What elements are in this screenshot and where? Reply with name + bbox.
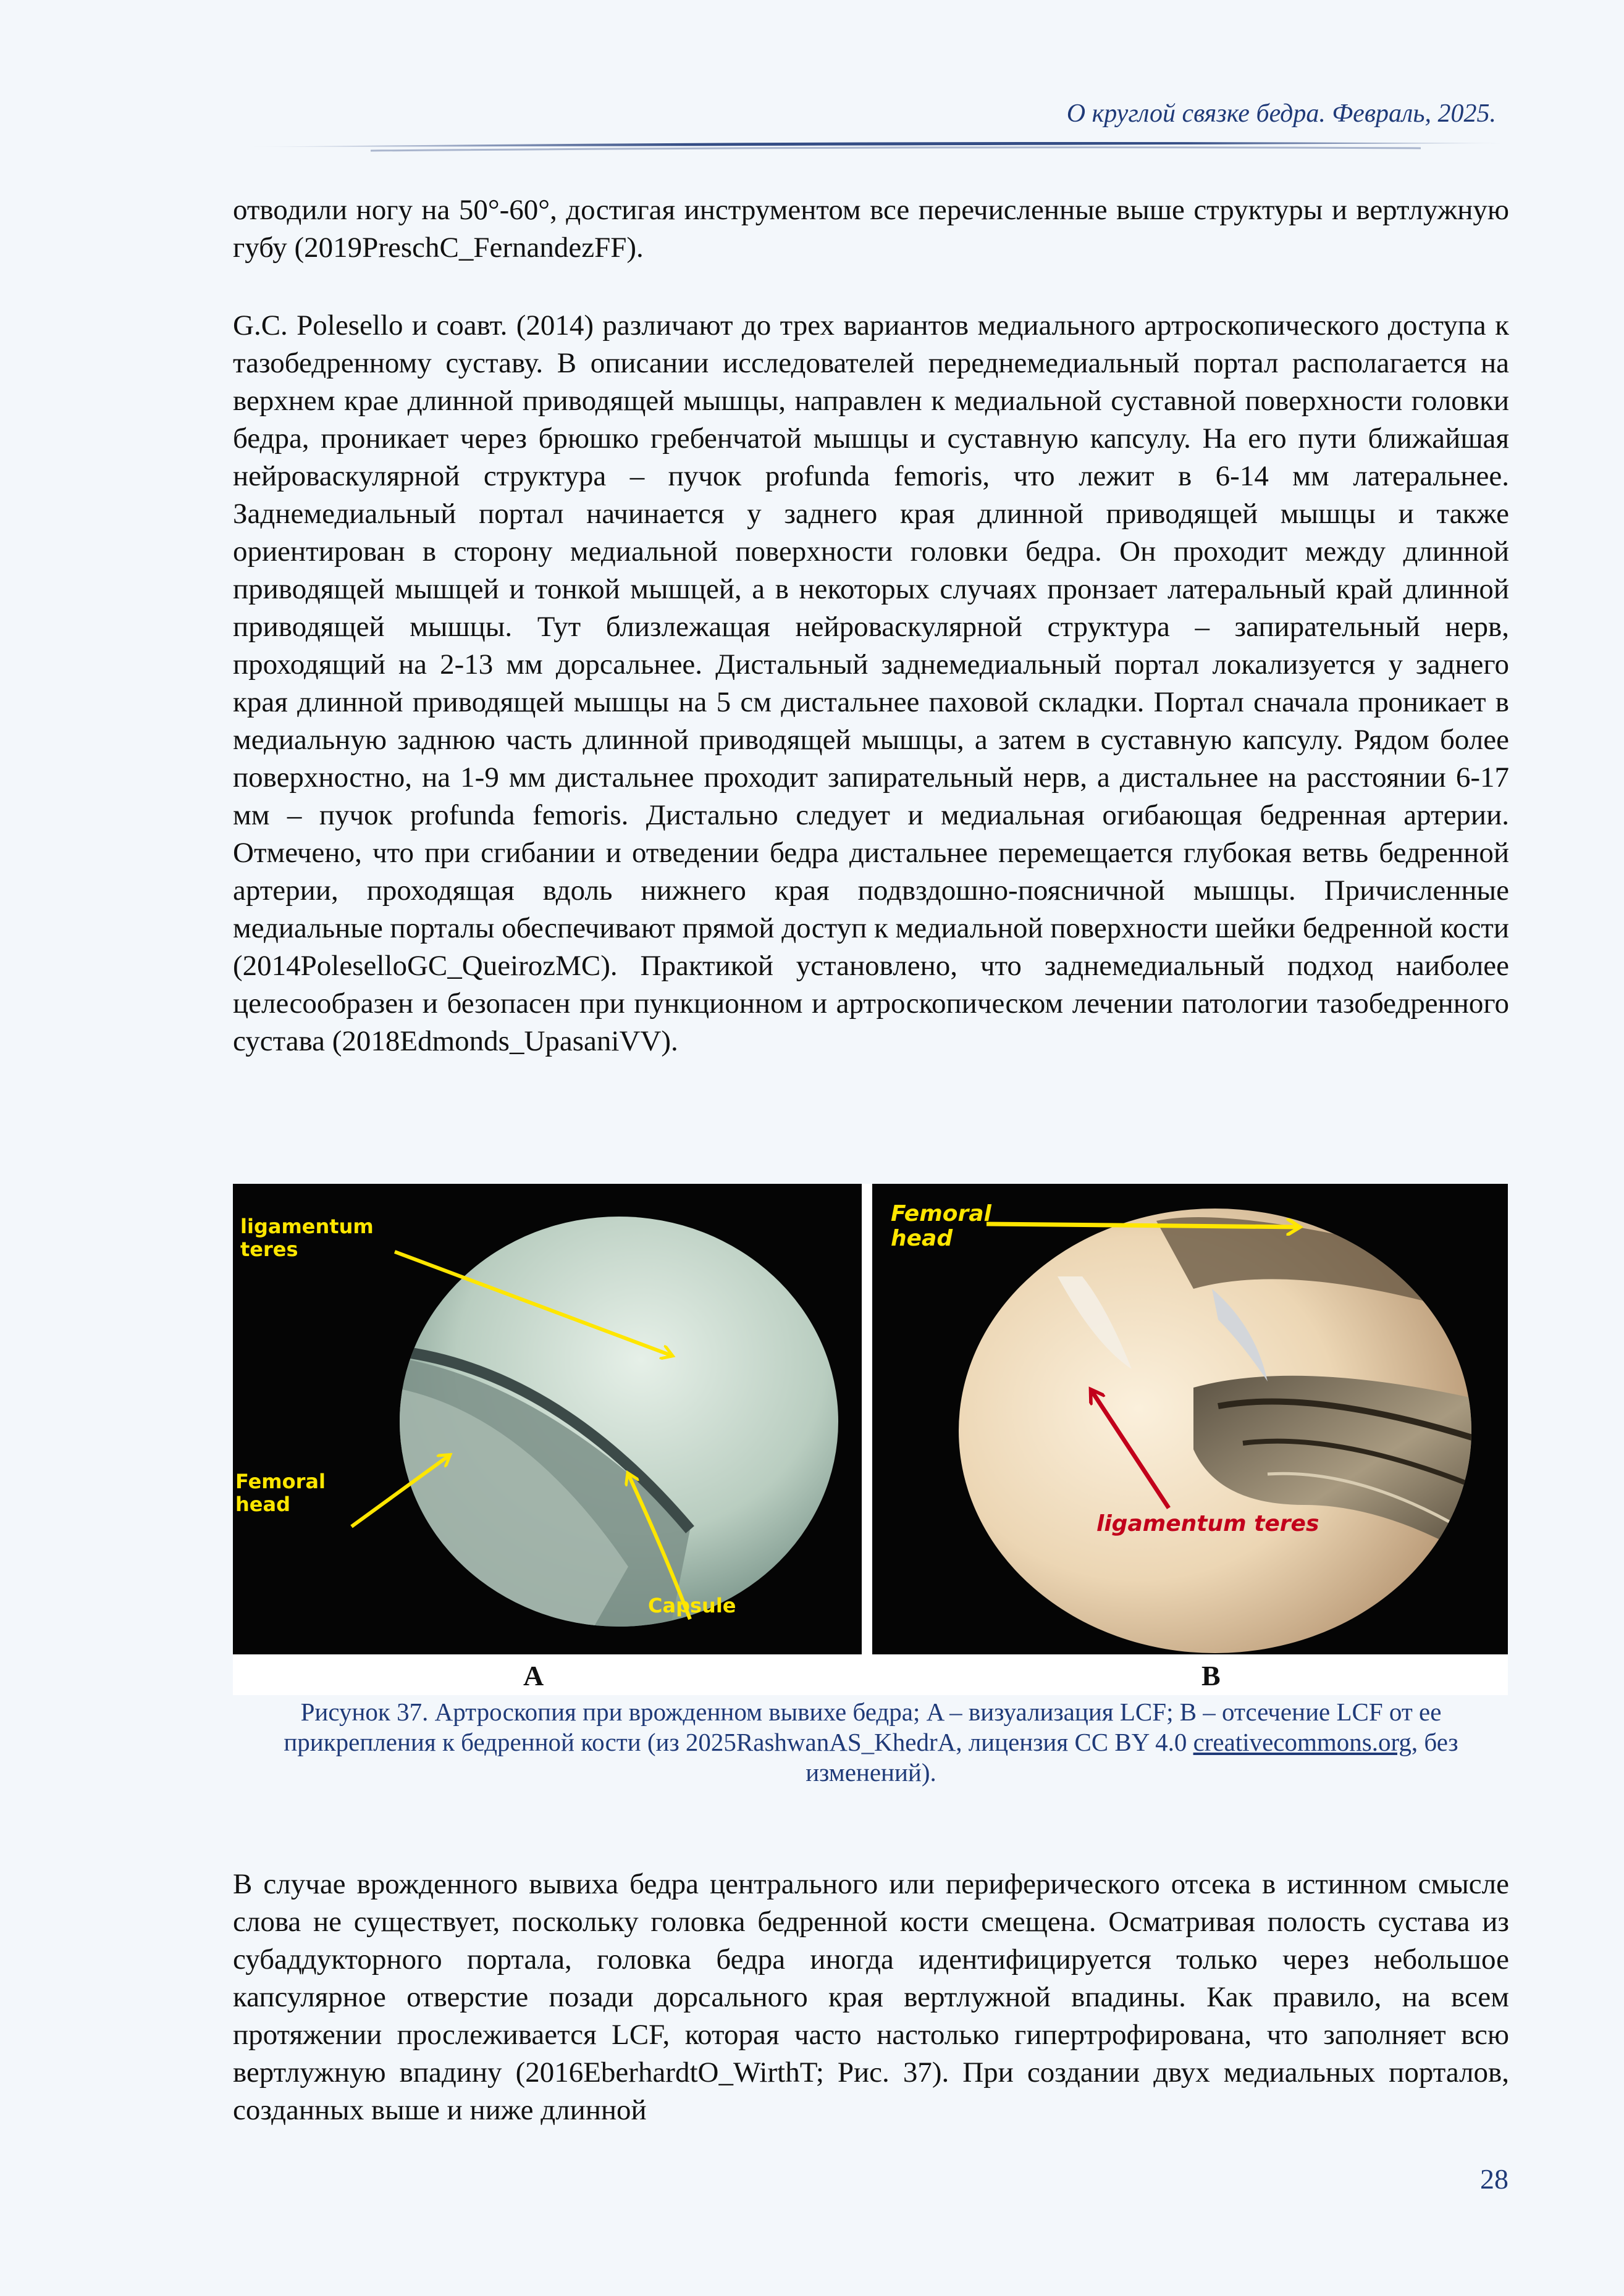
- running-header: О круглой связке бедра. Февраль, 2025.: [1066, 99, 1496, 128]
- figure-letter-b: B: [1201, 1660, 1221, 1691]
- paragraph-1: отводили ногу на 50°-60°, достигая инструментом все перечисленные выше структуры и вертлужную губу (2019PreschC_FernandezFF).: [233, 194, 1509, 264]
- label-ligamentum-a: ligamentum: [240, 1215, 374, 1238]
- arthroscopy-view-b: [872, 1184, 1508, 1654]
- caption-link[interactable]: creativecommons.org: [1193, 1728, 1412, 1756]
- label-head-a: head: [235, 1493, 290, 1516]
- caption-tail: , без изменений).: [806, 1728, 1458, 1787]
- arthroscopy-image-b: [872, 1184, 1508, 1654]
- paragraph-3: В случае врожденного вывиха бедра центрального или периферического отсека в истинном смысле слова не существует, поскольку головка бедренной кости смещена. Осматривая полость сустава из субаддукторного портала, головка бедра иногда идентифицируется только через небольшое капсулярное отверстие позади дорсального края вертлужной впадины. Как правило, на всем протяжении прослеживается LCF, которая часто настолько гипертрофирована, что заполняет всю вертлужную впадину (2016EberhardtO_WirthT; Рис. 37). При создании двух медиальных порталов, созданных выше и ниже длинной: [233, 1868, 1509, 2126]
- label-femoral-b: Femoral: [891, 1201, 991, 1226]
- figure-caption: [233, 1697, 1509, 1788]
- label-ligamentum-b: ligamentum teres: [1096, 1511, 1319, 1536]
- page-number: 28: [1480, 2163, 1508, 2195]
- label-teres-a: teres: [240, 1238, 298, 1261]
- caption-text: Рисунок 37. Артроскопия при врожденном вывихе бедра; A – визуализация LCF; B – отсечение LCF от ее прикрепления к бедренной кости (из 2025RashwanAS_KhedrA, лицензия CC BY 4.0: [284, 1698, 1442, 1756]
- paragraph-2: G.C. Polesello и соавт. (2014) различают до трех вариантов медиального артроскопического доступа к тазобедренному суставу. В описании исследователей переднемедиальный портал располагается на верхнем крае длинной приводящей мышцы, направлен к медиальной суставной поверхности головки бедра, проникает через брюшко гребенчатой мышцы и суставную капсулу. На его пути ближайшая нейроваскулярной структура – пучок profunda femoris, что лежит в 6-14 мм латеральнее. Заднемедиальный портал начинается у заднего края длинной приводящей мышцы и также ориентирован в сторону медиальной поверхности головки бедра. Он проходит между длинной приводящей мышцей и тонкой мышцей, а в некоторых случаях пронзает латеральный край длинной приводящей мышцы. Тут близлежащая нейроваскулярной структура – запирательный нерв, проходящий на 2-13 мм дорсальнее. Дистальный заднемедиальный портал локализуется у заднего края длинной приводящей мышцы на 5 см дистальнее паховой складки. Портал сначала проникает в медиальную заднюю часть длинной приводящей мышцы, а затем в суставную капсулу. Рядом более поверхностно, на 1-9 мм дистальнее проходит запирательный нерв, а дистальнее на расстоянии 6-17 мм – пучок profunda femoris. Дистально следует и медиальная огибающая бедренная артерии. Отмечено, что при сгибании и отведении бедра дистальнее перемещается глубокая ветвь бедренной артерии, проходящая вдоль нижнего края подвздошно-поясничной мышцы. Причисленные медиальные порталы обеспечивают прямой доступ к медиальной поверхности шейки бедренной кости (2014PoleselloGC_QueirozMC). Практикой установлено, что заднемедиальный подход наиболее целесообразен и безопасен при пункционном и артроскопическом лечении патологии тазобедренного сустава (2018Edmonds_UpasaniVV).: [233, 309, 1510, 1057]
- header-rule: [247, 137, 1501, 156]
- label-capsule-a: Capsule: [648, 1594, 736, 1617]
- arthroscopy-image-a: [233, 1184, 862, 1654]
- figure-letter-a: A: [523, 1660, 544, 1691]
- label-head-b: head: [891, 1226, 953, 1251]
- arthroscopy-view-a: [233, 1184, 862, 1654]
- label-femoral-a: Femoral: [235, 1470, 326, 1493]
- figure-37: [233, 1184, 1508, 1695]
